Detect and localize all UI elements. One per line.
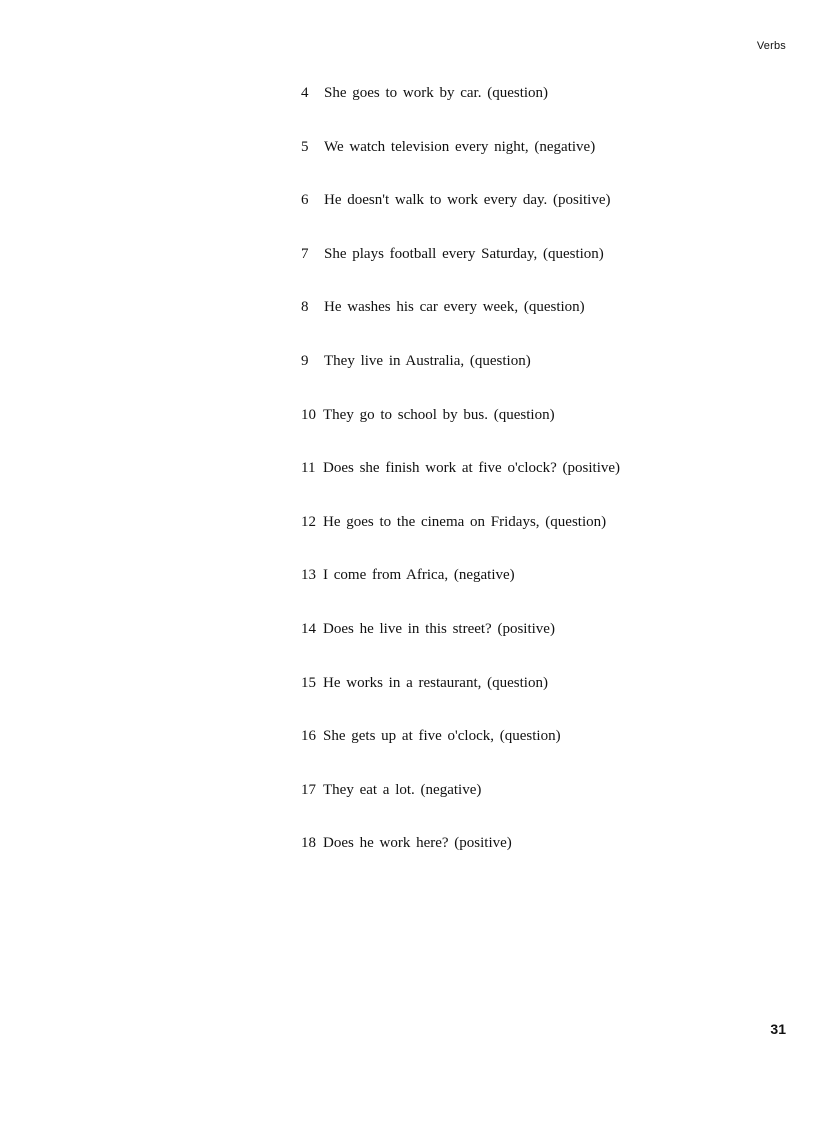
- exercise-item: [301, 190, 620, 244]
- item-text: He works in a restaurant, (question): [323, 674, 548, 691]
- item-text: Does he live in this street? (positive): [323, 620, 555, 637]
- item-text: Does she finish work at five o'clock? (positive): [323, 460, 621, 477]
- exercise-item: [301, 512, 620, 566]
- exercise-item: [301, 673, 620, 727]
- item-number: 7: [301, 245, 309, 262]
- item-number: 9: [301, 352, 309, 369]
- item-text: She goes to work by car. (question): [324, 85, 549, 101]
- item-text: He doesn't walk to work every day. (positive): [324, 192, 611, 209]
- item-text: They eat a lot. (negative): [323, 781, 482, 798]
- item-number: 18: [301, 835, 316, 852]
- item-text: Does he work here? (positive): [323, 835, 512, 852]
- item-number: 11: [301, 460, 316, 477]
- exercise-item: [301, 619, 620, 673]
- exercise-item: [301, 83, 620, 137]
- exercise-item: [301, 833, 620, 887]
- exercise-item: [301, 137, 620, 191]
- item-number: 12: [301, 513, 316, 530]
- item-number: 10: [301, 406, 316, 423]
- item-text: He washes his car every week, (question): [324, 299, 585, 316]
- page-number: 31: [770, 1021, 786, 1037]
- exercise-item: [301, 297, 620, 351]
- exercise-item: [301, 780, 620, 834]
- exercise-item: [301, 458, 620, 512]
- exercise-item: [301, 244, 620, 298]
- item-number: 8: [301, 299, 309, 316]
- item-number: 6: [301, 192, 309, 209]
- item-number: 17: [301, 781, 316, 798]
- item-number: 4: [301, 85, 309, 101]
- item-text: He goes to the cinema on Fridays, (question): [323, 513, 607, 530]
- item-text: She gets up at five o'clock, (question): [323, 728, 561, 745]
- exercise-item: [301, 405, 620, 459]
- running-head: Verbs: [756, 40, 786, 52]
- item-number: 15: [301, 674, 316, 691]
- item-number: 5: [301, 138, 309, 155]
- item-text: She plays football every Saturday, (question): [324, 245, 604, 262]
- item-number: 16: [301, 728, 316, 745]
- exercise-list: [301, 83, 620, 887]
- item-number: 14: [301, 620, 316, 637]
- item-text: They go to school by bus. (question): [323, 406, 555, 423]
- item-text: They live in Australia, (question): [324, 352, 531, 369]
- item-number: 13: [301, 567, 316, 584]
- item-text: I come from Africa, (negative): [323, 567, 515, 584]
- exercise-item: [301, 351, 620, 405]
- exercise-item: [301, 565, 620, 619]
- exercise-item: [301, 726, 620, 780]
- item-text: We watch television every night, (negative): [324, 138, 596, 155]
